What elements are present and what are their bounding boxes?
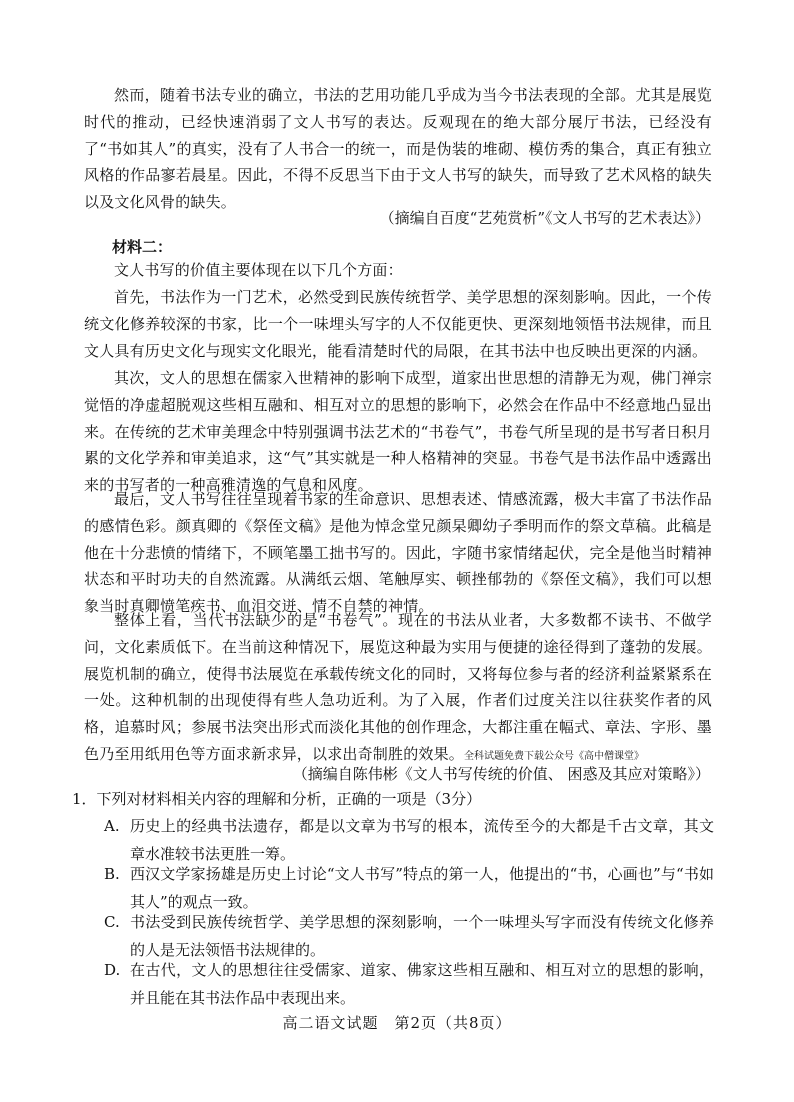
paragraph-m2-intro: 文人书写的价值主要体现在以下几个方面： (114, 261, 403, 279)
paragraph-intro: 然而，随着书法专业的确立，书法的艺用功能几乎成为当今书法表现的全部。尤其是展览时代的推动，已经快速消弱了文人书写的表达。反观现在的绝大部分展厅书法，已经没有了“书如其人”的真实，没有了人书合一的统一，而是伪装的堆砌、模仿秀的集合，真正有独立风格的作品寥若晨星。因此，不得不反思当下由于文人书写的缺失，而导致了艺术风格的缺失以及文化风骨的缺失。 (84, 86, 712, 212)
page-footer: 高二语文试题 第2页（共8页） (282, 1014, 512, 1032)
source-citation-2: （摘编自陈伟彬《文人书写传统的价值、 困惑及其应对策略》） (292, 765, 710, 783)
option-c-text: 书法受到民族传统哲学、美学思想的深刻影响，一个一味埋头写字而没有传统文化修养的人是无法领悟书法规律的。 (130, 913, 714, 959)
question-option-d (104, 956, 714, 1012)
option-b-label: B. (104, 865, 120, 883)
material-2-heading: 材料二： (112, 238, 173, 256)
option-d-label: D. (104, 961, 121, 979)
paragraph-m2-fourth (84, 607, 712, 771)
option-b-text: 西汉文学家扬雄是历史上讨论“文人书写”特点的第一人，他提出的“书，心画也”与“书如其人”的观点一致。 (130, 865, 714, 911)
source-citation-1: （摘编自百度“艺苑赏析”《文人书写的艺术表达》） (379, 209, 710, 227)
paragraph-m2-first: 首先，书法作为一门艺术，必然受到民族传统哲学、美学思想的深刻影响。因此，一个传统文化修养较深的书家，比一个一味埋头写字的人不仅能更快、更深刻地领悟书法规律，而且文人具有历史文化与现实文化眼光，能看清楚时代的局限，在其书法中也反映出更深的内涵。 (84, 288, 712, 360)
paragraph-m2-third: 最后，文人书写往往呈现着书家的生命意识、思想表述、情感流露，极大丰富了书法作品的感情色彩。颜真卿的《祭侄文稿》是他为悼念堂兄颜杲卿幼子季明而作的祭文草稿。此稿是他在十分悲愤的情绪下，不顾笔墨工拙书写的。因此，字随书家情绪起伏，完全是他当时精神状态和平时功夫的自然流露。从满纸云烟、笔触厚实、顿挫郁勃的《祭侄文稿》，我们可以想象当时真卿愤笔疾书、血泪交迸、情不自禁的神情。 (84, 490, 712, 616)
paragraph-m2-fourth-text: 整体上看，当代书法缺少的是“书卷气”。现在的书法从业者，大多数都不读书、不做学问，文化素质低下。在当前这种情况下，展览这种最为实用与便捷的途径得到了蓬勃的发展。展览机制的确立，使得书法展览在承载传统文化的同时，又将每位参与者的经济利益紧紧系在一处。这种机制的出现使得有些人急功近利。为了入展，作者们过度关注以往获奖作者的风格，追慕时风；参展书法突出形式而淡化其他的创作理念，大都注重在幅式、章法、字形、墨色乃至用纸用色等方面求新求异，以求出奇制胜的效果。 (84, 611, 712, 763)
option-a-text: 历史上的经典书法遗存，都是以文章为书写的根本，流传至今的大都是千古文章，其文章水准较书法更胜一筹。 (130, 817, 714, 863)
option-a-label: A. (104, 817, 120, 835)
option-d-text: 在古代，文人的思想往往受儒家、道家、佛家这些相互融和、相互对立的思想的影响，并且能在其书法作品中表现出来。 (130, 961, 714, 1007)
question-stem: 1．下列对材料相关内容的理解和分析，正确的一项是（3分） (72, 790, 482, 808)
paragraph-m2-second: 其次，文人的思想在儒家入世精神的影响下成型，道家出世思想的清静无为观，佛门禅宗觉悟的净虚超脱观这些相互融和、相互对立的思想的影响下，必然会在作品中不经意地凸显出来。在传统的艺术审美理念中特别强调书法艺术的“书卷气”，书卷气所呈现的是书写者日积月累的文化学养和审美追求，这“气”其实就是一种人格精神的突显。书卷气是书法作品中透露出来的书写者的一种高雅清逸的气息和风度。 (84, 369, 712, 495)
watermark-note: 全科试题免费下载公众号《高中僧课堂》 (464, 750, 645, 762)
option-c-label: C. (104, 913, 120, 931)
